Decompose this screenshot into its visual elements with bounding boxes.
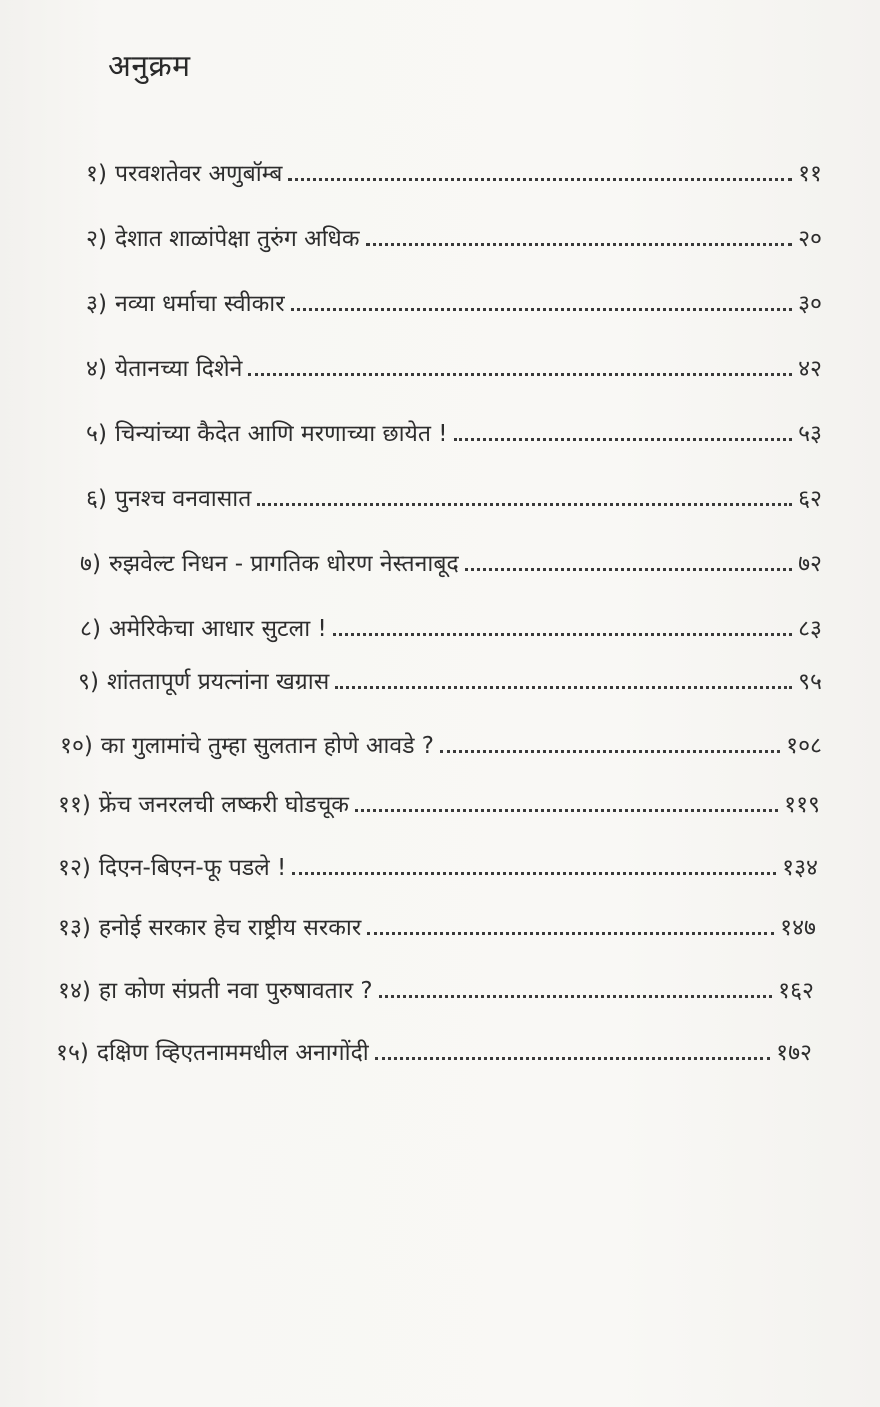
dot-leader	[248, 373, 792, 376]
entry-title: पुनश्च वनवासात	[114, 486, 252, 512]
dot-leader	[367, 932, 774, 935]
entry-page-number: १७२	[776, 1040, 812, 1066]
dot-leader	[366, 243, 793, 246]
entry-page-number: ११	[798, 161, 822, 187]
entry-title: दिएन-बिएन-फू पडले !	[98, 855, 287, 881]
entry-number: ४)	[86, 356, 107, 382]
toc-entry	[60, 720, 822, 760]
entry-page-number: ५३	[798, 421, 822, 447]
entry-number: १)	[86, 161, 107, 187]
dot-leader	[288, 178, 792, 181]
entry-title: का गुलामांचे तुम्हा सुलतान होणे आवडे ?	[100, 733, 435, 759]
entry-page-number: ९५	[798, 669, 822, 695]
entry-title: शांततापूर्ण प्रयत्नांना खग्रास	[106, 669, 330, 695]
entry-title: चिन्यांच्या कैदेत आणि मरणाच्या छायेत !	[114, 421, 448, 447]
entry-number: ९)	[78, 669, 99, 695]
toc-entry	[86, 213, 822, 253]
entry-number: ३)	[86, 291, 107, 317]
entry-page-number: ७२	[798, 551, 822, 577]
entry-number: ६)	[86, 486, 107, 512]
dot-leader	[335, 686, 792, 689]
entry-page-number: १६२	[778, 978, 814, 1004]
entry-title: रुझवेल्ट निधन - प्रागतिक धोरण नेस्तनाबूद	[108, 551, 459, 577]
toc-entry	[58, 842, 818, 882]
entry-title: देशात शाळांपेक्षा तुरुंग अधिक	[114, 226, 360, 252]
toc-entry	[86, 148, 822, 188]
entry-title: हनोई सरकार हेच राष्ट्रीय सरकार	[98, 915, 362, 941]
entry-number: १५)	[56, 1040, 89, 1066]
entry-number: १४)	[58, 978, 91, 1004]
toc-entry	[80, 538, 822, 578]
entry-title: नव्या धर्माचा स्वीकार	[114, 291, 285, 317]
dot-leader	[292, 872, 776, 875]
toc-entry	[78, 656, 822, 696]
entry-page-number: १४७	[780, 915, 816, 941]
toc-entry	[80, 603, 822, 643]
dot-leader	[379, 995, 772, 998]
dot-leader	[465, 568, 792, 571]
entry-page-number: १३४	[782, 855, 818, 881]
entry-page-number: २०	[798, 226, 822, 252]
entry-title: दक्षिण व्हिएतनाममधील अनागोंदी	[96, 1040, 369, 1066]
toc-entry	[56, 1027, 812, 1067]
dot-leader	[333, 633, 792, 636]
entry-title: फ्रेंच जनरलची लष्करी घोडचूक	[98, 792, 349, 818]
toc-entry	[86, 473, 822, 513]
entry-number: १३)	[58, 915, 91, 941]
entry-number: १२)	[58, 855, 91, 881]
dot-leader	[454, 438, 793, 441]
toc-entry	[58, 965, 814, 1005]
dot-leader	[257, 503, 792, 506]
entry-page-number: ४२	[798, 356, 822, 382]
dot-leader	[375, 1057, 770, 1060]
entry-title: अमेरिकेचा आधार सुटला !	[108, 616, 327, 642]
entry-page-number: ८३	[798, 616, 822, 642]
entry-number: ८)	[80, 616, 101, 642]
entry-number: ११)	[58, 792, 91, 818]
toc-entry	[86, 343, 822, 383]
entry-page-number: ३०	[798, 291, 822, 317]
entry-title: परवशतेवर अणुबॉम्ब	[114, 161, 283, 187]
toc-entry	[58, 902, 816, 942]
toc-entry	[58, 779, 820, 819]
toc-entry	[86, 278, 822, 318]
dot-leader	[355, 809, 778, 812]
entry-page-number: ६२	[798, 486, 822, 512]
entry-title: येतानच्या दिशेने	[114, 356, 243, 382]
entry-number: ७)	[80, 551, 101, 577]
entry-page-number: १०८	[786, 733, 822, 759]
toc-entry	[86, 408, 822, 448]
entry-number: ५)	[86, 421, 107, 447]
entry-title: हा कोण संप्रती नवा पुरुषावतार ?	[98, 978, 373, 1004]
entry-page-number: ११९	[784, 792, 820, 818]
entry-number: १०)	[60, 733, 93, 759]
entry-number: २)	[86, 226, 107, 252]
page-title: अनुक्रम	[108, 49, 191, 84]
dot-leader	[440, 750, 780, 753]
dot-leader	[291, 308, 792, 311]
